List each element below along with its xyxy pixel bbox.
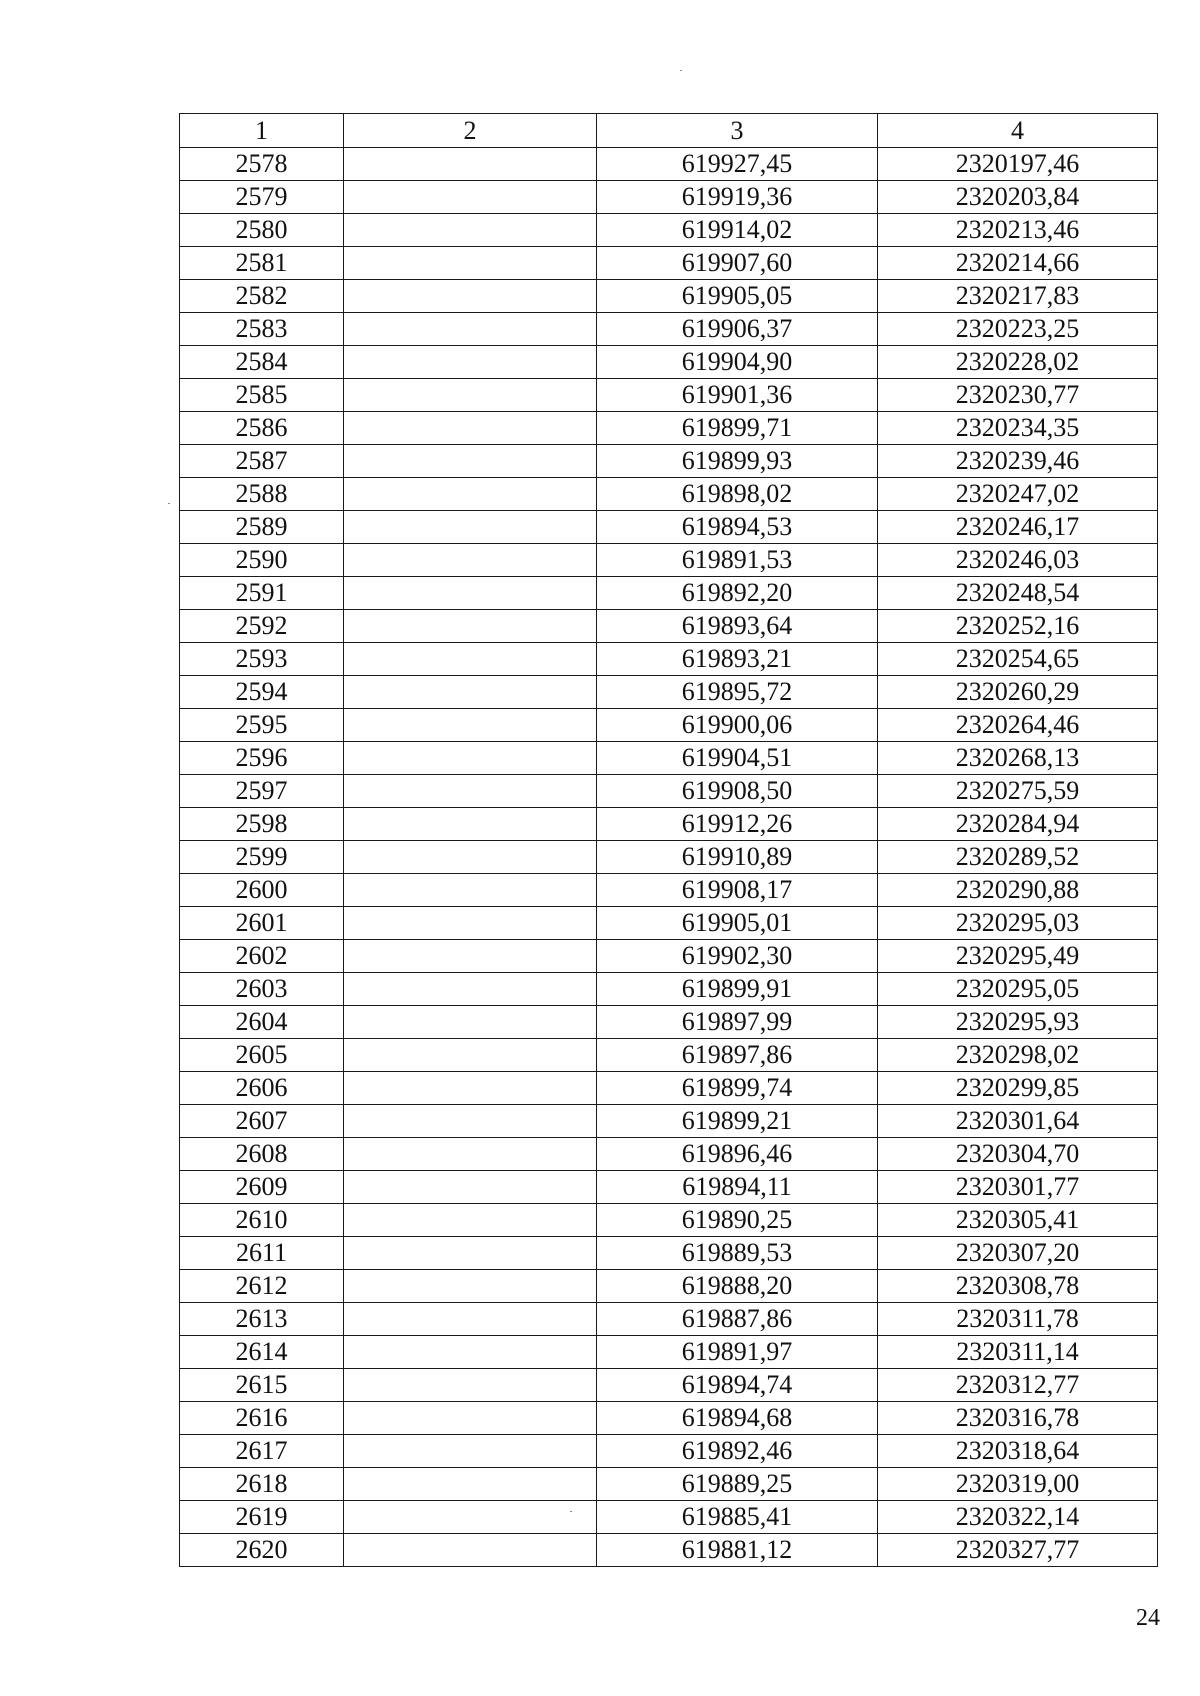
table-cell-col-3: 619905,05 — [597, 280, 878, 313]
table-cell-col-4: 2320308,78 — [878, 1270, 1158, 1303]
table-cell-col-1: 2620 — [180, 1534, 344, 1567]
table-cell-col-2 — [344, 577, 597, 610]
table-cell-col-3: 619904,90 — [597, 346, 878, 379]
table-row — [180, 181, 1158, 214]
table-cell-col-1: 2592 — [180, 610, 344, 643]
table-cell-col-4: 2320214,66 — [878, 247, 1158, 280]
table-row — [180, 742, 1158, 775]
table-row — [180, 1072, 1158, 1105]
table-cell-col-1: 2615 — [180, 1369, 344, 1402]
table-cell-col-4: 2320301,64 — [878, 1105, 1158, 1138]
table-cell-col-2 — [344, 478, 597, 511]
table-header-row — [180, 114, 1158, 148]
table-row — [180, 544, 1158, 577]
table-cell-col-1: 2602 — [180, 940, 344, 973]
table-cell-col-2 — [344, 1072, 597, 1105]
table-cell-col-4: 2320301,77 — [878, 1171, 1158, 1204]
table-row — [180, 1006, 1158, 1039]
table-cell-col-3: 619912,26 — [597, 808, 878, 841]
table-cell-col-2 — [344, 1204, 597, 1237]
table-cell-col-2 — [344, 1369, 597, 1402]
table-row — [180, 280, 1158, 313]
table-cell-col-4: 2320203,84 — [878, 181, 1158, 214]
table-cell-col-4: 2320316,78 — [878, 1402, 1158, 1435]
table-cell-col-4: 2320307,20 — [878, 1237, 1158, 1270]
table-cell-col-4: 2320295,93 — [878, 1006, 1158, 1039]
table-cell-col-2 — [344, 1402, 597, 1435]
table-cell-col-3: 619895,72 — [597, 676, 878, 709]
table-cell-col-1: 2600 — [180, 874, 344, 907]
table-cell-col-3: 619902,30 — [597, 940, 878, 973]
header-cell-col-2: 2 — [344, 114, 597, 148]
table-cell-col-1: 2616 — [180, 1402, 344, 1435]
table-cell-col-3: 619908,50 — [597, 775, 878, 808]
table-cell-col-2 — [344, 940, 597, 973]
table-row — [180, 412, 1158, 445]
table-cell-col-2 — [344, 1171, 597, 1204]
table-cell-col-4: 2320254,65 — [878, 643, 1158, 676]
table-cell-col-1: 2597 — [180, 775, 344, 808]
table-row — [180, 874, 1158, 907]
table-cell-col-3: 619890,25 — [597, 1204, 878, 1237]
table-cell-col-3: 619899,21 — [597, 1105, 878, 1138]
table-cell-col-3: 619905,01 — [597, 907, 878, 940]
table-cell-col-4: 2320284,94 — [878, 808, 1158, 841]
table-cell-col-2 — [344, 313, 597, 346]
scan-speck — [680, 70, 682, 71]
table-cell-col-4: 2320217,83 — [878, 280, 1158, 313]
table-row — [180, 379, 1158, 412]
table-cell-col-4: 2320319,00 — [878, 1468, 1158, 1501]
table-cell-col-3: 619927,45 — [597, 148, 878, 181]
table-cell-col-4: 2320197,46 — [878, 148, 1158, 181]
header-cell-col-3: 3 — [597, 114, 878, 148]
table-row — [180, 478, 1158, 511]
table-cell-col-1: 2582 — [180, 280, 344, 313]
table-cell-col-2 — [344, 280, 597, 313]
table-row — [180, 313, 1158, 346]
table-cell-col-3: 619907,60 — [597, 247, 878, 280]
table-cell-col-3: 619887,86 — [597, 1303, 878, 1336]
coordinates-table — [179, 113, 1158, 1567]
table-row — [180, 1534, 1158, 1567]
table-cell-col-3: 619910,89 — [597, 841, 878, 874]
table-cell-col-4: 2320223,25 — [878, 313, 1158, 346]
table-cell-col-1: 2596 — [180, 742, 344, 775]
table-cell-col-3: 619894,74 — [597, 1369, 878, 1402]
table-cell-col-4: 2320327,77 — [878, 1534, 1158, 1567]
table-cell-col-1: 2610 — [180, 1204, 344, 1237]
table-cell-col-4: 2320228,02 — [878, 346, 1158, 379]
table-cell-col-4: 2320290,88 — [878, 874, 1158, 907]
table-cell-col-3: 619891,53 — [597, 544, 878, 577]
table-cell-col-2 — [344, 775, 597, 808]
table-cell-col-3: 619898,02 — [597, 478, 878, 511]
table-cell-col-3: 619892,46 — [597, 1435, 878, 1468]
table-row — [180, 577, 1158, 610]
table-cell-col-2 — [344, 1039, 597, 1072]
table-cell-col-2 — [344, 1468, 597, 1501]
table-body — [180, 148, 1158, 1567]
table-cell-col-2 — [344, 1501, 597, 1534]
table-cell-col-3: 619899,71 — [597, 412, 878, 445]
table-cell-col-3: 619901,36 — [597, 379, 878, 412]
table-row — [180, 1270, 1158, 1303]
table-cell-col-2 — [344, 1138, 597, 1171]
table-cell-col-2 — [344, 1237, 597, 1270]
table-cell-col-1: 2593 — [180, 643, 344, 676]
table-row — [180, 1468, 1158, 1501]
table-row — [180, 1105, 1158, 1138]
table-cell-col-3: 619893,21 — [597, 643, 878, 676]
table-cell-col-4: 2320252,16 — [878, 610, 1158, 643]
table-cell-col-4: 2320295,49 — [878, 940, 1158, 973]
table-cell-col-1: 2588 — [180, 478, 344, 511]
table-cell-col-1: 2608 — [180, 1138, 344, 1171]
table-row — [180, 676, 1158, 709]
table-row — [180, 808, 1158, 841]
table-row — [180, 1402, 1158, 1435]
table-row — [180, 643, 1158, 676]
table-cell-col-1: 2580 — [180, 214, 344, 247]
table-cell-col-3: 619899,74 — [597, 1072, 878, 1105]
table-cell-col-4: 2320311,14 — [878, 1336, 1158, 1369]
table-cell-col-3: 619894,68 — [597, 1402, 878, 1435]
table-cell-col-2 — [344, 544, 597, 577]
table-cell-col-1: 2578 — [180, 148, 344, 181]
table-cell-col-3: 619881,12 — [597, 1534, 878, 1567]
table-cell-col-1: 2590 — [180, 544, 344, 577]
table-cell-col-4: 2320318,64 — [878, 1435, 1158, 1468]
table-cell-col-1: 2584 — [180, 346, 344, 379]
table-cell-col-4: 2320246,17 — [878, 511, 1158, 544]
table-cell-col-4: 2320305,41 — [878, 1204, 1158, 1237]
table-cell-col-3: 619894,53 — [597, 511, 878, 544]
table-cell-col-2 — [344, 247, 597, 280]
table-row — [180, 775, 1158, 808]
table-cell-col-2 — [344, 643, 597, 676]
table-cell-col-4: 2320234,35 — [878, 412, 1158, 445]
table-row — [180, 973, 1158, 1006]
table-row — [180, 1501, 1158, 1534]
table-cell-col-2 — [344, 379, 597, 412]
table-cell-col-2 — [344, 511, 597, 544]
scan-speck — [168, 503, 170, 504]
table-cell-col-2 — [344, 181, 597, 214]
table-cell-col-4: 2320268,13 — [878, 742, 1158, 775]
table-cell-col-1: 2586 — [180, 412, 344, 445]
table-cell-col-2 — [344, 1006, 597, 1039]
table-cell-col-1: 2599 — [180, 841, 344, 874]
table-cell-col-2 — [344, 1105, 597, 1138]
table-row — [180, 1237, 1158, 1270]
table-cell-col-3: 619899,91 — [597, 973, 878, 1006]
table-cell-col-3: 619891,97 — [597, 1336, 878, 1369]
table-row — [180, 1336, 1158, 1369]
table-row — [180, 1369, 1158, 1402]
table-cell-col-2 — [344, 1270, 597, 1303]
table-cell-col-4: 2320275,59 — [878, 775, 1158, 808]
table-cell-col-1: 2614 — [180, 1336, 344, 1369]
table-cell-col-3: 619897,86 — [597, 1039, 878, 1072]
table-cell-col-3: 619888,20 — [597, 1270, 878, 1303]
table-cell-col-3: 619894,11 — [597, 1171, 878, 1204]
table-cell-col-4: 2320246,03 — [878, 544, 1158, 577]
table-cell-col-2 — [344, 1303, 597, 1336]
table-cell-col-4: 2320295,03 — [878, 907, 1158, 940]
table-cell-col-3: 619885,41 — [597, 1501, 878, 1534]
table-cell-col-2 — [344, 742, 597, 775]
table-cell-col-4: 2320247,02 — [878, 478, 1158, 511]
table-cell-col-3: 619908,17 — [597, 874, 878, 907]
table-cell-col-4: 2320260,29 — [878, 676, 1158, 709]
table-row — [180, 709, 1158, 742]
table-cell-col-2 — [344, 1534, 597, 1567]
header-cell-col-4: 4 — [878, 114, 1158, 148]
table-cell-col-3: 619906,37 — [597, 313, 878, 346]
table-row — [180, 148, 1158, 181]
table-row — [180, 1138, 1158, 1171]
table-row — [180, 1039, 1158, 1072]
table-row — [180, 1435, 1158, 1468]
table-cell-col-2 — [344, 1435, 597, 1468]
table-cell-col-4: 2320312,77 — [878, 1369, 1158, 1402]
table-cell-col-1: 2589 — [180, 511, 344, 544]
table-row — [180, 907, 1158, 940]
table-row — [180, 940, 1158, 973]
table-cell-col-1: 2598 — [180, 808, 344, 841]
table-cell-col-2 — [344, 709, 597, 742]
table-cell-col-2 — [344, 1336, 597, 1369]
table-cell-col-4: 2320213,46 — [878, 214, 1158, 247]
table-cell-col-3: 619889,53 — [597, 1237, 878, 1270]
table-cell-col-2 — [344, 874, 597, 907]
table-cell-col-1: 2585 — [180, 379, 344, 412]
table-row — [180, 1303, 1158, 1336]
table-row — [180, 511, 1158, 544]
table-cell-col-1: 2607 — [180, 1105, 344, 1138]
table-cell-col-1: 2603 — [180, 973, 344, 1006]
table-row — [180, 841, 1158, 874]
table-cell-col-1: 2618 — [180, 1468, 344, 1501]
table-cell-col-1: 2611 — [180, 1237, 344, 1270]
table-cell-col-2 — [344, 412, 597, 445]
table-cell-col-1: 2601 — [180, 907, 344, 940]
table-cell-col-1: 2587 — [180, 445, 344, 478]
table-cell-col-4: 2320248,54 — [878, 577, 1158, 610]
table-cell-col-2 — [344, 610, 597, 643]
table-cell-col-2 — [344, 973, 597, 1006]
table-cell-col-4: 2320230,77 — [878, 379, 1158, 412]
table-cell-col-4: 2320295,05 — [878, 973, 1158, 1006]
table-cell-col-3: 619897,99 — [597, 1006, 878, 1039]
table-cell-col-3: 619893,64 — [597, 610, 878, 643]
table-cell-col-1: 2606 — [180, 1072, 344, 1105]
table-cell-col-1: 2612 — [180, 1270, 344, 1303]
table-cell-col-1: 2617 — [180, 1435, 344, 1468]
table-cell-col-4: 2320298,02 — [878, 1039, 1158, 1072]
table-cell-col-1: 2579 — [180, 181, 344, 214]
header-cell-col-1: 1 — [180, 114, 344, 148]
table-cell-col-4: 2320322,14 — [878, 1501, 1158, 1534]
table-cell-col-4: 2320289,52 — [878, 841, 1158, 874]
table-cell-col-1: 2595 — [180, 709, 344, 742]
table-cell-col-2 — [344, 808, 597, 841]
table-cell-col-3: 619900,06 — [597, 709, 878, 742]
table-cell-col-2 — [344, 346, 597, 379]
table-cell-col-1: 2613 — [180, 1303, 344, 1336]
table-cell-col-1: 2604 — [180, 1006, 344, 1039]
table-cell-col-4: 2320299,85 — [878, 1072, 1158, 1105]
table-cell-col-3: 619896,46 — [597, 1138, 878, 1171]
page-number: 24 — [1136, 1605, 1160, 1631]
table-cell-col-1: 2583 — [180, 313, 344, 346]
table-cell-col-1: 2581 — [180, 247, 344, 280]
table-cell-col-3: 619914,02 — [597, 214, 878, 247]
table-cell-col-3: 619892,20 — [597, 577, 878, 610]
table-cell-col-1: 2605 — [180, 1039, 344, 1072]
table-row — [180, 214, 1158, 247]
table-cell-col-2 — [344, 214, 597, 247]
table-cell-col-2 — [344, 445, 597, 478]
table-cell-col-4: 2320311,78 — [878, 1303, 1158, 1336]
table-cell-col-1: 2594 — [180, 676, 344, 709]
table-cell-col-4: 2320239,46 — [878, 445, 1158, 478]
table-cell-col-2 — [344, 148, 597, 181]
table-cell-col-1: 2609 — [180, 1171, 344, 1204]
table-cell-col-2 — [344, 907, 597, 940]
table-cell-col-3: 619904,51 — [597, 742, 878, 775]
table-row — [180, 1204, 1158, 1237]
table-cell-col-3: 619889,25 — [597, 1468, 878, 1501]
table-row — [180, 346, 1158, 379]
table-cell-col-3: 619899,93 — [597, 445, 878, 478]
table-cell-col-4: 2320264,46 — [878, 709, 1158, 742]
table-row — [180, 610, 1158, 643]
table-row — [180, 247, 1158, 280]
table-row — [180, 445, 1158, 478]
table-cell-col-4: 2320304,70 — [878, 1138, 1158, 1171]
table-row — [180, 1171, 1158, 1204]
table-cell-col-2 — [344, 676, 597, 709]
table-cell-col-1: 2619 — [180, 1501, 344, 1534]
table-cell-col-1: 2591 — [180, 577, 344, 610]
table-cell-col-3: 619919,36 — [597, 181, 878, 214]
table-cell-col-2 — [344, 841, 597, 874]
